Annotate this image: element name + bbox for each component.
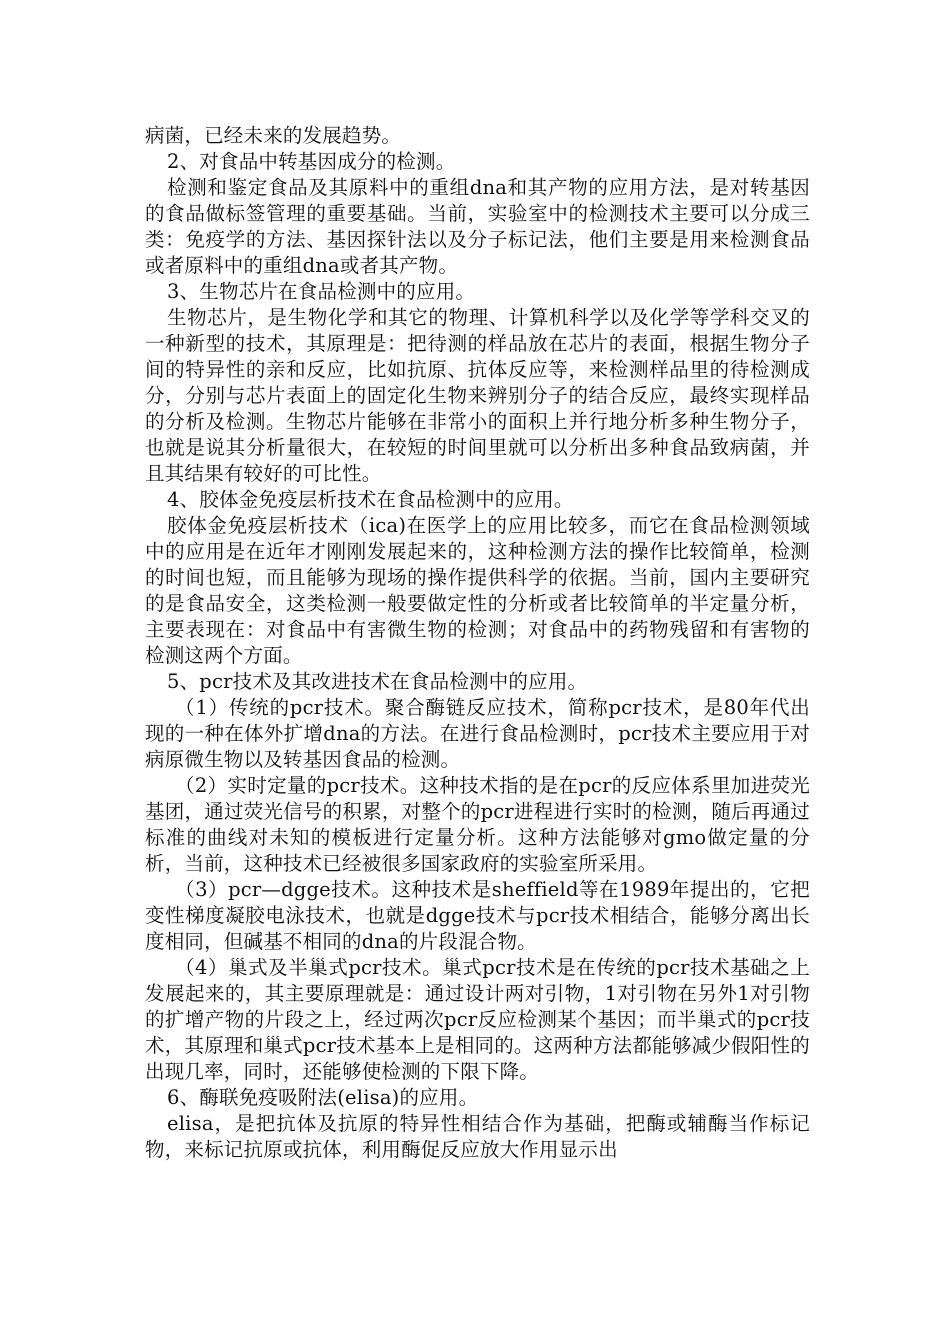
paragraph-pcr-nested: （4）巢式及半巢式pcr技术。巢式pcr技术是在传统的pcr技术基础之上发展起来的，其主要原理就是：通过设计两对引物，1对引物在另外1对引物的扩增产物的片段之上，经过两次pcr反应检测某个基因；而半巢式的pcr技术，其原理和巢式pcr技术基本上是相同的。这两种方法都能够减少假阳性的出现几率，同时，还能够使检测的下限下降。 bbox=[145, 956, 810, 1083]
paragraph-colloidal-gold: 胶体金免疫层析技术（ica)在医学上的应用比较多，而它在食品检测领域中的应用是在近年才刚刚发展起来的，这种检测方法的操作比较简单，检测的时间也短，而且能够为现场的操作提供科学的依据。当前，国内主要研究的是食品安全，这类检测一般要做定性的分析或者比较简单的半定量分析，主要表现在：对食品中有害微生物的检测；对食品中的药物残留和有害物的检测这两个方面。 bbox=[145, 514, 810, 667]
document-body bbox=[145, 123, 810, 1163]
paragraph-transgenic-detection: 检测和鉴定食品及其原料中的重组dna和其产物的应用方法，是对转基因的食品做标签管理的重要基础。当前，实验室中的检测技术主要可以分成三类：免疫学的方法、基因探针法以及分子标记法，他们主要是用来检测食品或者原料中的重组dna或者其产物。 bbox=[145, 176, 810, 277]
paragraph-pcr-dgge: （3）pcr—dgge技术。这种技术是sheffield等在1989年提出的，它把变性梯度凝胶电泳技术，也就是dgge技术与pcr技术相结合，能够分离出长度相同，但碱基不相同的dna的片段混合物。 bbox=[145, 878, 810, 953]
paragraph-pcr-realtime: （2）实时定量的pcr技术。这种技术指的是在pcr的反应体系里加进荧光基团，通过荧光信号的积累，对整个的pcr进程进行实时的检测，随后再通过标准的曲线对未知的模板进行定量分析。这种方法能够对gmo做定量的分析，当前，这种技术已经被很多国家政府的实验室所采用。 bbox=[145, 774, 810, 875]
paragraph-biochip: 生物芯片，是生物化学和其它的物理、计算机科学以及化学等学科交叉的一种新型的技术，其原理是：把待测的样品放在芯片的表面，根据生物分子间的特异性的亲和反应，比如抗原、抗体反应等，来检测样品里的待检测成分，分别与芯片表面上的固定化生物来辨别分子的结合反应，最终实现样品的分析及检测。生物芯片能够在非常小的面积上并行地分析多种生物分子，也就是说其分析量很大，在较短的时间里就可以分析出多种食品致病菌，并且其结果有较好的可比性。 bbox=[145, 306, 810, 485]
paragraph-continuation: 病菌，已经未来的发展趋势。 bbox=[145, 124, 402, 147]
section-heading-2: 2、对食品中转基因成分的检测。 bbox=[167, 150, 456, 173]
section-heading-4: 4、胶体金免疫层析技术在食品检测中的应用。 bbox=[167, 488, 574, 511]
section-heading-6: 6、酶联免疫吸附法(elisa)的应用。 bbox=[167, 1086, 479, 1109]
paragraph-pcr-traditional: （1）传统的pcr技术。聚合酶链反应技术，简称pcr技术，是80年代出现的一种在体外扩增dna的方法。在进行食品检测时，pcr技术主要应用于对病原微生物以及转基因食品的检测。 bbox=[145, 696, 810, 771]
paragraph-elisa: elisa，是把抗体及抗原的特异性相结合作为基础，把酶或辅酶当作标记物，来标记抗原或抗体，利用酶促反应放大作用显示出 bbox=[145, 1112, 810, 1161]
section-heading-3: 3、生物芯片在食品检测中的应用。 bbox=[167, 280, 476, 303]
section-heading-5: 5、pcr技术及其改进技术在食品检测中的应用。 bbox=[167, 670, 588, 693]
